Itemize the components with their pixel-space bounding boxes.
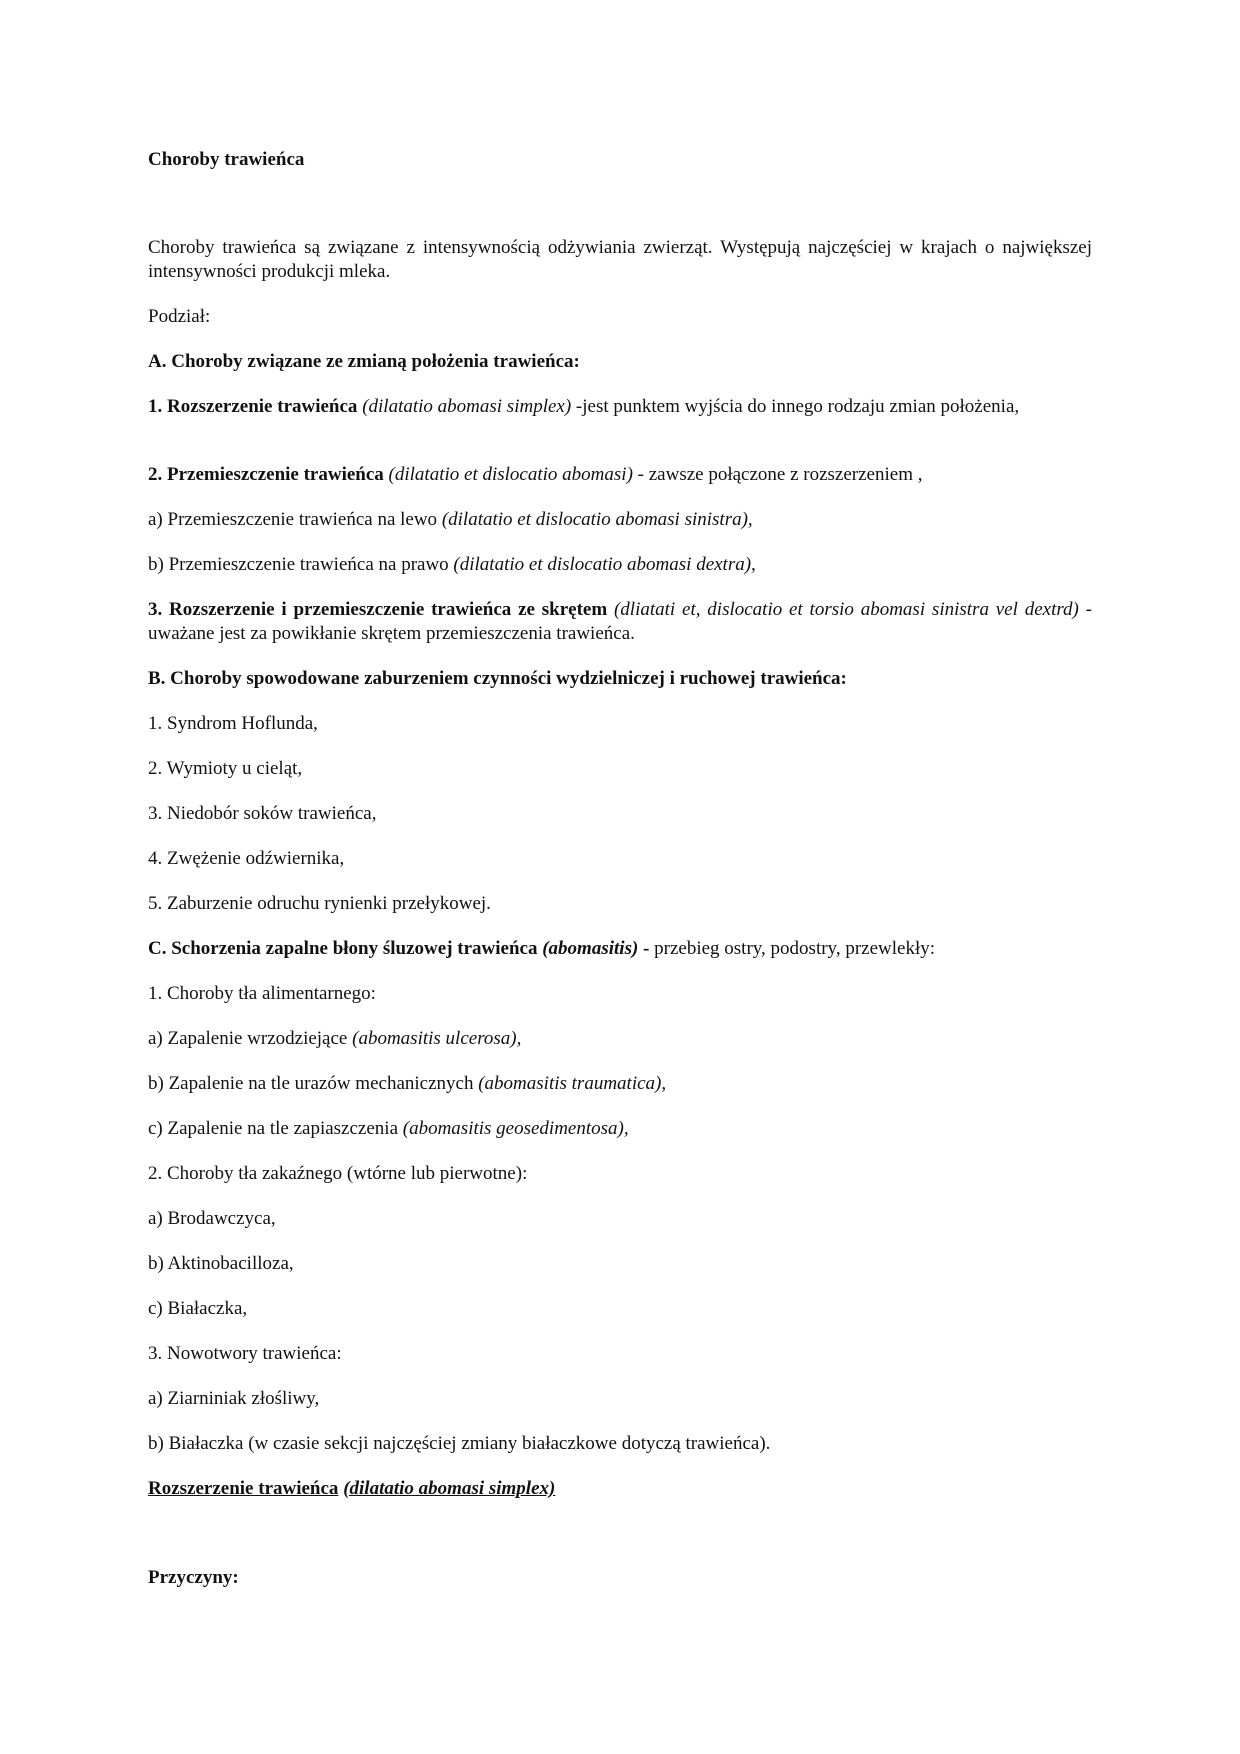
section-c-heading-latin: (abomasitis): [542, 938, 639, 959]
sub-1c-text: c) Zapalenie na tle zapiaszczenia: [148, 1118, 403, 1139]
item-2b-text: b) Przemieszczenie trawieńca na prawo: [148, 554, 454, 575]
item-3-bold: 3. Rozszerzenie i przemieszczenie trawieńca ze skrętem: [148, 599, 608, 620]
item-2a-text: a) Przemieszczenie trawieńca na lewo: [148, 509, 442, 530]
section-c-heading: [148, 937, 1092, 961]
sub-1a-text: a) Zapalenie wrzodziejące: [148, 1028, 353, 1049]
document-title: Choroby trawieńca: [148, 149, 305, 170]
item-2a-latin: (dilatatio et dislocatio abomasi sinistra),: [441, 509, 753, 530]
section-a-item-2a: [148, 508, 1092, 532]
section-c-sub-3b: b) Białaczka (w czasie sekcji najczęściej zmiany białaczkowe dotyczą trawieńca).: [148, 1433, 771, 1454]
section-c-sub-2: 2. Choroby tła zakaźnego (wtórne lub pierwotne):: [148, 1163, 528, 1184]
sub-1a-latin: (abomasitis ulcerosa),: [352, 1028, 522, 1049]
section-b-item-2: 2. Wymioty u cieląt,: [148, 758, 303, 779]
section-b-item-4: 4. Zwężenie odźwiernika,: [148, 848, 345, 869]
item-1-rest: -jest punktem wyjścia do innego rodzaju zmian położenia,: [571, 396, 1020, 417]
item-3-latin: (dliatati et, dislocatio et torsio abomasi sinistra vel dextrd): [613, 599, 1079, 620]
intro-paragraph: Choroby trawieńca są związane z intensywnością odżywiania zwierząt. Występują najczęściej w krajach o największej intensywności produkcji mleka.: [148, 237, 1092, 282]
section-a-item-3: [148, 598, 1092, 646]
section-c-heading-rest: przebieg ostry, podostry, przewlekły:: [649, 938, 935, 959]
subheading: [148, 1477, 1092, 1501]
section-b-item-3: 3. Niedobór soków trawieńca,: [148, 803, 377, 824]
item-2-latin: (dilatatio et dislocatio abomasi): [388, 464, 633, 485]
section-a-heading: A. Choroby związane ze zmianą położenia trawieńca:: [148, 351, 580, 372]
section-b-item-5: 5. Zaburzenie odruchu rynienki przełykowej.: [148, 893, 491, 914]
section-c-heading-bold: C. Schorzenia zapalne błony śluzowej trawieńca: [148, 938, 538, 959]
sub-1b-latin: (abomasitis traumatica),: [478, 1073, 667, 1094]
section-c-sub-2c: c) Białaczka,: [148, 1298, 248, 1319]
section-a-item-2b: [148, 553, 1092, 577]
sub-1c-latin: (abomasitis geosedimentosa),: [402, 1118, 629, 1139]
item-3-rest: - uważane jest za powikłanie skrętem przemieszczenia trawieńca.: [148, 599, 1093, 644]
podzial-label: Podział:: [148, 306, 211, 327]
section-c-sub-2b: b) Aktinobacilloza,: [148, 1253, 294, 1274]
section-c-sub-1: 1. Choroby tła alimentarnego:: [148, 983, 376, 1004]
item-2-bold: 2. Przemieszczenie trawieńca: [148, 464, 384, 485]
item-2-rest: - zawsze połączone z rozszerzeniem ,: [632, 464, 923, 485]
section-c-sub-2a: a) Brodawczyca,: [148, 1208, 276, 1229]
item-1-bold: 1. Rozszerzenie trawieńca: [148, 396, 358, 417]
section-a-item-1: [148, 395, 1092, 419]
section-c-heading-dash: -: [638, 938, 650, 959]
section-b-item-1: 1. Syndrom Hoflunda,: [148, 713, 318, 734]
section-c-sub-3a: a) Ziarniniak złośliwy,: [148, 1388, 320, 1409]
sub-1b-text: b) Zapalenie na tle urazów mechanicznych: [148, 1073, 479, 1094]
section-c-sub-1a: [148, 1027, 1092, 1051]
section-c-sub-1c: [148, 1117, 1092, 1141]
przyczyny-heading: Przyczyny:: [148, 1567, 239, 1588]
item-1-latin: (dilatatio abomasi simplex): [362, 396, 572, 417]
section-b-heading: B. Choroby spowodowane zaburzeniem czynności wydzielniczej i ruchowej trawieńca:: [148, 668, 847, 689]
section-c-sub-1b: [148, 1072, 1092, 1096]
item-2b-latin: (dilatatio et dislocatio abomasi dextra),: [453, 554, 756, 575]
document-page: [148, 0, 1092, 1754]
section-a-item-2: [148, 463, 1092, 487]
subheading-bold: Rozszerzenie trawieńca: [148, 1478, 339, 1499]
subheading-latin: (dilatatio abomasi simplex): [343, 1478, 556, 1499]
section-c-sub-3: 3. Nowotwory trawieńca:: [148, 1343, 342, 1364]
